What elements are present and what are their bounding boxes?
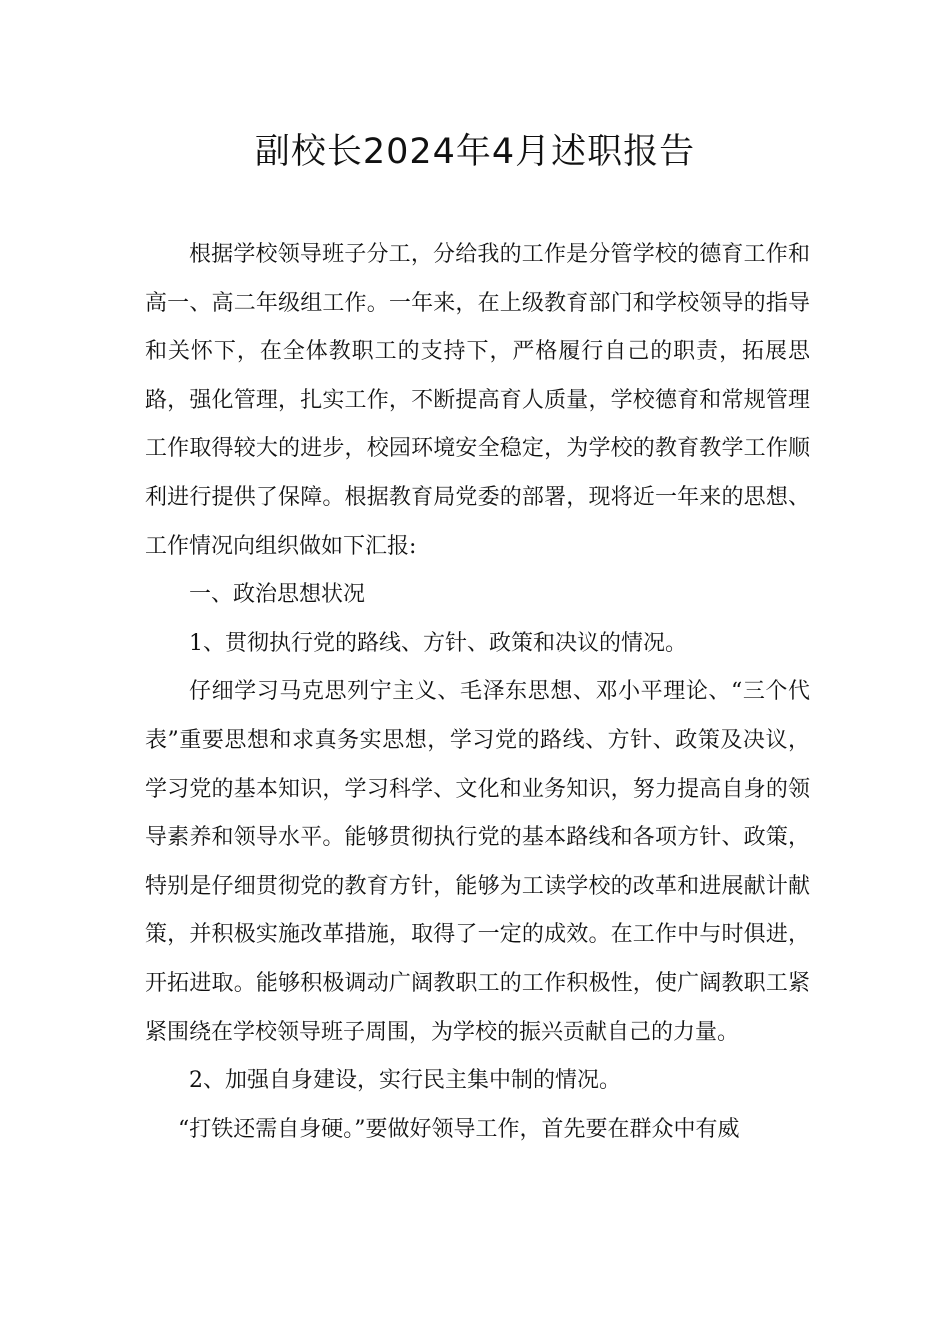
- paragraph-intro: 根据学校领导班子分工，分给我的工作是分管学校的德育工作和高一、高二年级组工作。一年来，在上级教育部门和学校领导的指导和关怀下，在全体教职工的支持下，严格履行自己的职责，拓展思路，强化管理，扎实工作，不断提高育人质量，学校德育和常规管理工作取得较大的进步，校园环境安全稳定，为学校的教育教学工作顺利进行提供了保障。根据教育局党委的部署，现将近一年来的思想、工作情况向组织做如下汇报:: [145, 242, 810, 559]
- subheading-1: 1、贯彻执行党的路线、方针、政策和决议的情况。: [189, 630, 687, 656]
- paragraph-self-building: “打铁还需自身硬。”要做好领导工作，首先要在群众中有威: [178, 1116, 740, 1142]
- document-title: 副校长2024年4月述职报告: [254, 132, 696, 172]
- document-body: [145, 231, 810, 1154]
- subheading-2: 2、加强自身建设，实行民主集中制的情况。: [189, 1068, 621, 1094]
- section-heading-political: 一、政治思想状况: [189, 582, 366, 608]
- paragraph-study: 仔细学习马克思列宁主义、毛泽东思想、邓小平理论、“三个代表”重要思想和求真务实思想，学习党的路线、方针、政策及决议，学习党的基本知识，学习科学、文化和业务知识，努力提高自身的领导素养和领导水平。能够贯彻执行党的基本路线和各项方针、政策，特别是仔细贯彻党的教育方针，能够为工读学校的改革和进展献计献策，并积极实施改革措施，取得了一定的成效。在工作中与时俱进，开拓进取。能够积极调动广阔教职工的工作积极性，使广阔教职工紧紧围绕在学校领导班子周围，为学校的振兴贡献自己的力量。: [145, 679, 810, 1045]
